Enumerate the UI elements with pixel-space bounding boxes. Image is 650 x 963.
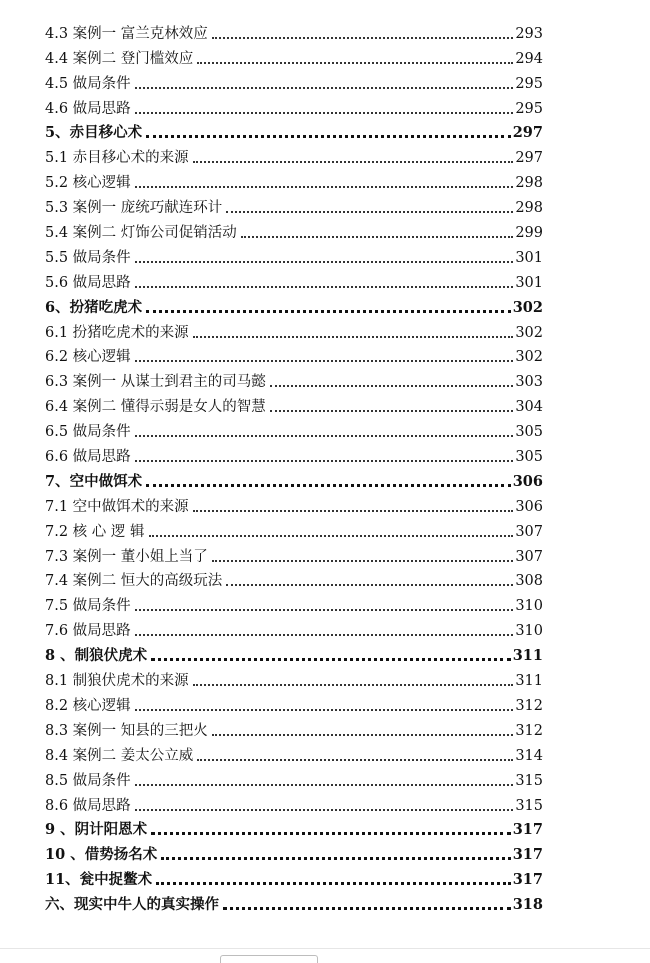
toc-entry-title: 6.3 案例一 从谋士到君主的司马懿 [45, 374, 266, 391]
toc-entry-title: 8.3 案例一 知县的三把火 [45, 722, 208, 739]
toc-dot-leader [212, 560, 513, 562]
toc-entry-title: 8.6 做局思路 [45, 797, 131, 814]
toc-page-number: 299 [515, 225, 543, 242]
toc-entry-title: 8.2 核心逻辑 [45, 697, 131, 714]
toc-page-number: 312 [515, 722, 543, 739]
toc-section-entry[interactable] [45, 790, 543, 815]
toc-dot-leader [135, 286, 513, 288]
toc-section-entry[interactable] [45, 491, 543, 516]
toc-entry-title: 8.1 制狼伏虎术的来源 [45, 673, 189, 690]
toc-chapter-entry[interactable] [45, 640, 543, 665]
toc-entry-title: 4.3 案例一 富兰克林效应 [45, 25, 208, 42]
toc-entry-title: 7、空中做饵术 [45, 472, 143, 490]
toc-page-number: 317 [512, 846, 543, 864]
toc-section-entry[interactable] [45, 765, 543, 790]
toc-dot-leader [146, 484, 511, 487]
toc-entry-title: 6.5 做局条件 [45, 424, 131, 441]
toc-dot-leader [135, 186, 513, 188]
toc-section-entry[interactable] [45, 665, 543, 690]
toc-page-number: 315 [515, 772, 543, 789]
toc-section-entry[interactable] [45, 217, 543, 242]
toc-dot-leader [193, 684, 513, 686]
toc-page-number: 301 [515, 274, 543, 291]
toc-dot-leader [223, 907, 511, 910]
toc-page-number: 307 [515, 523, 543, 540]
toc-page-number: 305 [515, 424, 543, 441]
toc-entry-title: 5.4 案例二 灯饰公司促销活动 [45, 225, 237, 242]
toc-dot-leader [151, 832, 511, 835]
toc-dot-leader [146, 310, 511, 313]
toc-dot-leader [135, 609, 513, 611]
toc-dot-leader [161, 857, 510, 860]
toc-entry-title: 7.1 空中做饵术的来源 [45, 498, 189, 515]
toc-section-entry[interactable] [45, 192, 543, 217]
toc-dot-leader [212, 37, 513, 39]
toc-entry-title: 5.5 做局条件 [45, 249, 131, 266]
toc-page-number: 298 [515, 200, 543, 217]
toc-section-entry[interactable] [45, 566, 543, 591]
page-bottom-divider [0, 948, 650, 949]
toc-section-entry[interactable] [45, 541, 543, 566]
toc-chapter-entry[interactable] [45, 292, 543, 317]
toc-page-number: 314 [515, 747, 543, 764]
toc-page-number: 311 [515, 673, 543, 690]
toc-page-number: 306 [512, 472, 543, 490]
toc-dot-leader [226, 211, 513, 213]
toc-dot-leader [212, 734, 513, 736]
toc-entry-title: 5.6 做局思路 [45, 274, 131, 291]
toc-page-number: 304 [515, 399, 543, 416]
toc-page-number: 307 [515, 548, 543, 565]
toc-page-number: 298 [515, 175, 543, 192]
toc-entry-title: 5.1 赤目移心术的来源 [45, 150, 189, 167]
toc-page-number: 310 [515, 623, 543, 640]
toc-section-entry[interactable] [45, 516, 543, 541]
toc-entry-title: 7.3 案例一 董小姐上当了 [45, 548, 208, 565]
toc-page-number: 315 [515, 797, 543, 814]
toc-dot-leader [146, 135, 511, 138]
toc-entry-title: 6.2 核心逻辑 [45, 349, 131, 366]
toc-section-entry[interactable] [45, 167, 543, 192]
toc-dot-leader [270, 410, 513, 412]
toc-entry-title: 5.3 案例一 庞统巧献连环计 [45, 200, 223, 217]
toc-section-entry[interactable] [45, 590, 543, 615]
toc-page-number: 295 [515, 75, 543, 92]
toc-chapter-entry[interactable] [45, 839, 543, 864]
toc-section-entry[interactable] [45, 690, 543, 715]
toc-dot-leader [135, 435, 513, 437]
toc-page-number: 310 [515, 598, 543, 615]
toc-entry-title: 7.6 做局思路 [45, 623, 131, 640]
toc-page-number: 302 [515, 349, 543, 366]
toc-section-entry[interactable] [45, 68, 543, 93]
toc-section-entry[interactable] [45, 715, 543, 740]
toc-section-entry[interactable] [45, 242, 543, 267]
toc-entry-title: 7.5 做局条件 [45, 598, 131, 615]
toc-section-entry[interactable] [45, 43, 543, 68]
toc-page-number: 317 [512, 821, 543, 839]
toc-dot-leader [135, 784, 513, 786]
toc-page-number: 308 [515, 573, 543, 590]
toc-section-entry[interactable] [45, 317, 543, 342]
toc-entry-title: 9 、阴计阳恩术 [45, 821, 148, 839]
toc-entry-title: 8.5 做局条件 [45, 772, 131, 789]
toc-dot-leader [197, 759, 513, 761]
toc-entry-title: 7.2 核 心 逻 辑 [45, 523, 145, 540]
toc-dot-leader [135, 87, 513, 89]
toc-dot-leader [270, 385, 513, 387]
toc-section-entry[interactable] [45, 441, 543, 466]
toc-chapter-entry[interactable] [45, 889, 543, 914]
toc-page-number: 302 [512, 298, 543, 316]
toc-dot-leader [149, 535, 514, 537]
toc-page-number: 311 [512, 647, 543, 665]
toc-page-number: 297 [512, 124, 543, 142]
toc-chapter-entry[interactable] [45, 466, 543, 491]
toc-section-entry[interactable] [45, 391, 543, 416]
toc-entry-title: 6.6 做局思路 [45, 449, 131, 466]
toc-page-number: 294 [515, 50, 543, 67]
toc-page-number: 297 [515, 150, 543, 167]
toc-section-entry[interactable] [45, 267, 543, 292]
toc-dot-leader [156, 882, 511, 885]
toc-dot-leader [197, 62, 513, 64]
toc-page-number: 302 [515, 324, 543, 341]
toc-section-entry[interactable] [45, 342, 543, 367]
toc-entry-title: 7.4 案例二 恒大的高级玩法 [45, 573, 223, 590]
toc-dot-leader [135, 261, 513, 263]
toc-entry-title: 6.4 案例二 懂得示弱是女人的智慧 [45, 399, 266, 416]
toc-section-entry[interactable] [45, 740, 543, 765]
toc-dot-leader [193, 336, 513, 338]
toc-page-number: 312 [515, 697, 543, 714]
toc-entry-title: 5.2 核心逻辑 [45, 175, 131, 192]
toc-section-entry[interactable] [45, 142, 543, 167]
toc-section-entry[interactable] [45, 416, 543, 441]
toc-entry-title: 4.4 案例二 登门槛效应 [45, 50, 194, 67]
toc-page-number: 318 [512, 896, 543, 914]
toc-dot-leader [193, 161, 513, 163]
toc-entry-title: 10 、借势扬名术 [45, 846, 158, 864]
toc-dot-leader [135, 709, 513, 711]
toc-dot-leader [193, 510, 513, 512]
toc-page-number: 317 [512, 871, 543, 889]
toc-dot-leader [151, 658, 511, 661]
toc-chapter-entry[interactable] [45, 815, 543, 840]
toc-page-number: 293 [515, 25, 543, 42]
toc-entry-title: 六、现实中牛人的真实操作 [45, 896, 219, 914]
toc-entry-title: 6、扮猪吃虎术 [45, 298, 143, 316]
toc-chapter-entry[interactable] [45, 864, 543, 889]
toc-dot-leader [226, 584, 513, 586]
toc-dot-leader [135, 360, 513, 362]
toc-page-number: 301 [515, 249, 543, 266]
toc-dot-leader [135, 634, 513, 636]
toc-dot-leader [135, 809, 513, 811]
toc-page-number: 306 [515, 498, 543, 515]
toc-entry-title: 4.5 做局条件 [45, 75, 131, 92]
toc-entry-title: 5、赤目移心术 [45, 124, 143, 142]
toc-chapter-entry[interactable] [45, 118, 543, 143]
toc-section-entry[interactable] [45, 93, 543, 118]
toc-section-entry[interactable] [45, 18, 543, 43]
toc-page-number: 303 [515, 374, 543, 391]
toc-dot-leader [135, 460, 513, 462]
toc-section-entry[interactable] [45, 366, 543, 391]
toc-section-entry[interactable] [45, 615, 543, 640]
toc-entry-title: 4.6 做局思路 [45, 100, 131, 117]
toc-dot-leader [241, 236, 513, 238]
toc-page-number: 305 [515, 449, 543, 466]
toc-dot-leader [135, 112, 513, 114]
toc-entry-title: 8.4 案例二 姜太公立威 [45, 747, 194, 764]
table-of-contents [45, 18, 543, 914]
toc-page-number: 295 [515, 100, 543, 117]
toc-entry-title: 11、瓮中捉鳖术 [45, 871, 153, 889]
toc-entry-title: 8 、制狼伏虎术 [45, 647, 148, 665]
toc-entry-title: 6.1 扮猪吃虎术的来源 [45, 324, 189, 341]
